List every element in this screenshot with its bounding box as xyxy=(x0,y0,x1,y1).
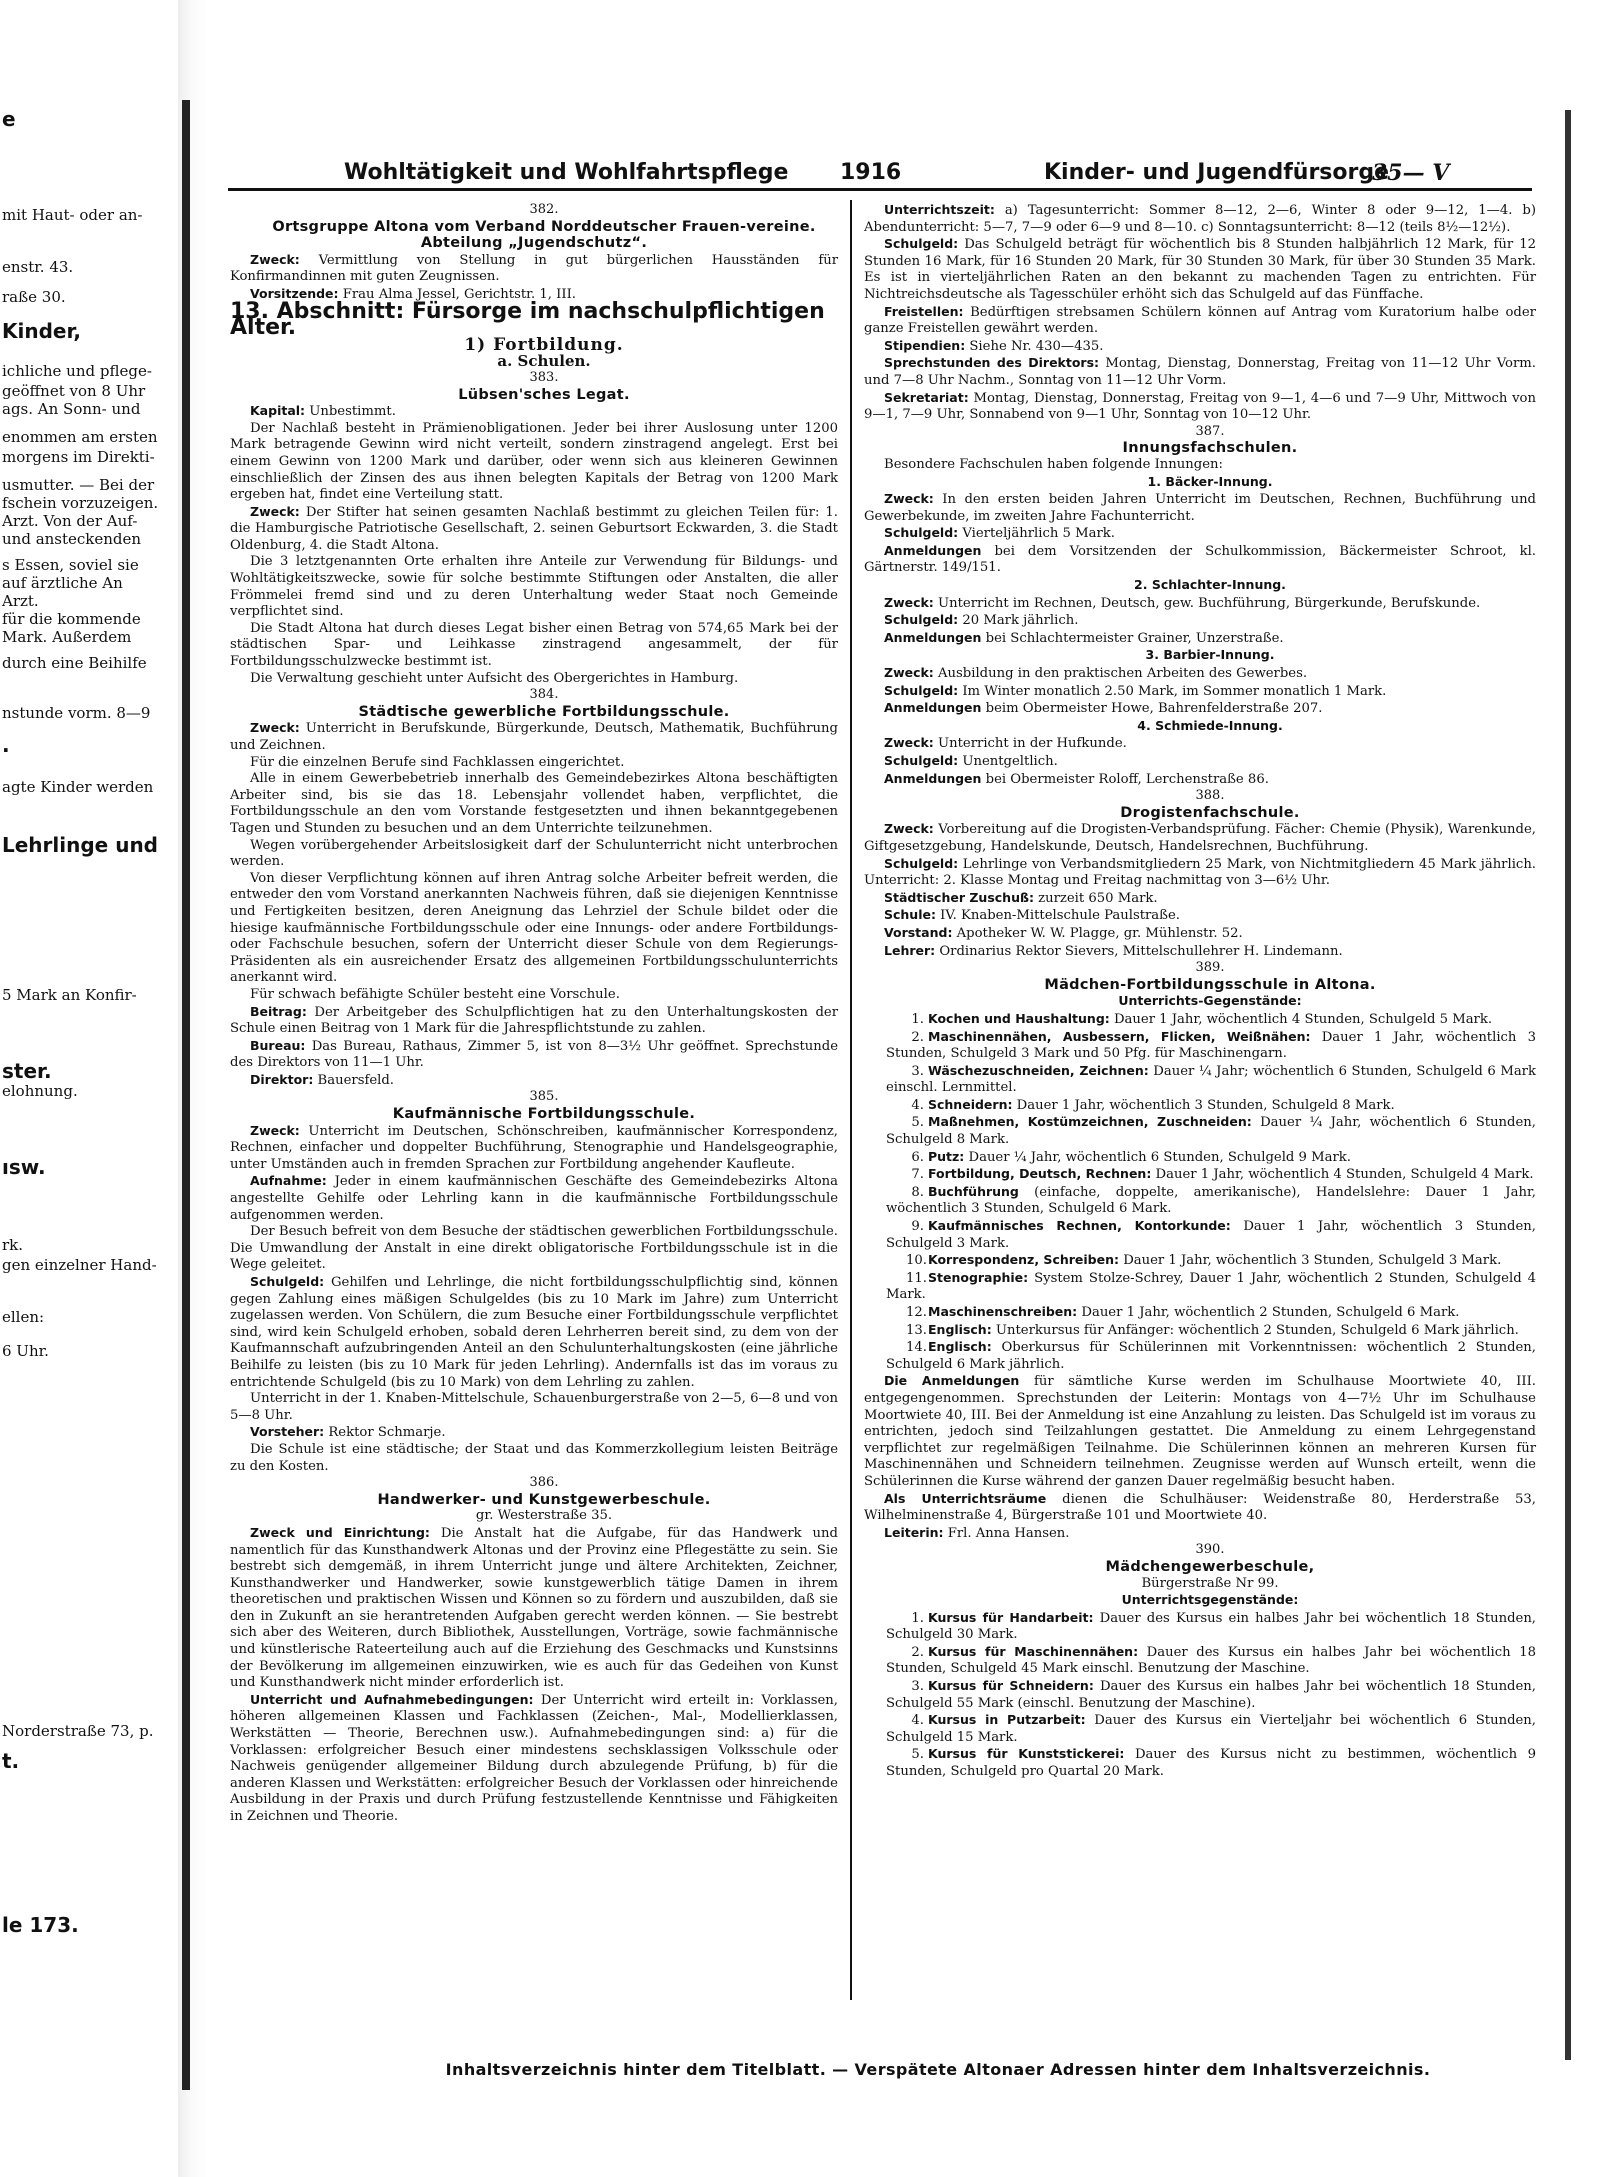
left-page-text: le 173. xyxy=(2,1913,79,1937)
item-text: Dauer 1 Jahr, wöchentlich 2 Stunden, Schulgeld 6 Mark. xyxy=(1077,1305,1460,1320)
field-text: Rektor Schmarje. xyxy=(324,1425,446,1441)
field-label: Zweck: xyxy=(250,251,300,267)
course-item xyxy=(864,1149,1536,1167)
paragraph: Die Verwaltung geschieht unter Aufsicht des Obergerichtes in Hamburg. xyxy=(250,670,739,686)
course-item xyxy=(864,1304,1536,1322)
field-label: Zweck: xyxy=(250,503,300,519)
field-label: Schulgeld: xyxy=(250,1274,325,1289)
item-text: Dauer 1 Jahr, wöchentlich 4 Stunden, Schulgeld 4 Mark. xyxy=(1151,1167,1534,1183)
item-number: 12. xyxy=(906,1305,927,1320)
subheading-text: Unterrichtsgegenstände: xyxy=(1121,1592,1299,1608)
item-label: Kochen und Haushaltung: xyxy=(928,1010,1110,1026)
left-page-text: morgens im Direkti- xyxy=(2,448,155,466)
field-text: Unterricht im Deutschen, Schönschreiben, kaufmännischer Korrespondenz, Rechnen, einfacher und doppelter Buchführung, Stenographie und Handelsgeographie, unter Umständen auch in fremden Sprachen zur Fortbildung angehender Kaufleute. xyxy=(230,1123,838,1172)
entry-number: 385. xyxy=(529,1089,559,1105)
item-text: System Stolze-Schrey, Dauer 1 Jahr, wöchentlich 2 Stunden, Schulgeld 4 Mark. xyxy=(886,1270,1536,1303)
field-text: Die Anstalt hat die Aufgabe, für das Handwerk und namentlich für das Kunsthandwerk Altonas und der Provinz eine Pflegestätte zu sein. Sie bestrebt sich demgemäß, in ihrem Unterricht junge und ältere Architekten, Zeichner, Kunsthandwerker und Handwerker, sowie kunstgewerblich tätige Damen in ihrem theoretischen und praktischen Wissen und Können so zu fördern und auszubilden, daß sie den in Zukunft an sie herantretenden Aufgaben gerecht werden können. — Sie bestrebt sich aber des Weiteren, durch Bibliothek, Ausstellungen, Vorträge, sowie fachmännische und künstlerische Rateerteilung auch auf die Erziehung des Geschmacks und Kunstsinns der Bevölkerung im allgemeinen einzuwirken, wie es auch für das Gedeihen von Kunst und Kunsthandwerk nicht minder erforderlich ist. xyxy=(230,1525,838,1691)
field-text: Frl. Anna Hansen. xyxy=(943,1525,1070,1541)
left-page-text: ster. xyxy=(2,1059,52,1083)
item-number: 7. xyxy=(911,1167,924,1183)
item-text: Dauer des Kursus ein halbes Jahr bei wöchentlich 18 Stunden, Schulgeld 30 Mark. xyxy=(886,1610,1536,1643)
item-text: (einfache, doppelte, amerikanische), Handelslehre: Dauer 1 Jahr, wöchentlich 3 Stunden, Schulgeld 6 Mark. xyxy=(886,1184,1536,1217)
field-label: Vorsitzende: xyxy=(250,285,339,301)
entry-address: Bürgerstraße Nr 99. xyxy=(1141,1575,1279,1591)
footer-note: Inhaltsverzeichnis hinter dem Titelblatt. — Verspätete Altonaer Adressen hinter dem Inhaltsverzeichnis. xyxy=(445,2060,1431,2079)
left-page-text: und ansteckenden xyxy=(2,530,142,548)
left-page-text: usmutter. — Bei der xyxy=(2,476,155,494)
item-text: Dauer 1 Jahr, wöchentlich 4 Stunden, Schulgeld 5 Mark. xyxy=(1109,1011,1493,1027)
field-text: Gehilfen und Lehrlinge, die nicht fortbildungsschulpflichtig sind, können gegen Zahlung eines mäßigen Schulgeldes (bis zu 10 Mark im Jahre) zum Unterricht zugelassen werden. Von Schülern, die zum Besuche einer Fortbildungsschule verpflichtet sind, wird kein Schulgeld erhoben, sobald deren Lehrherren bereit sind, zu dem von der Kaufmannschaft aufzubringenden Anteil an den Schulunterhaltungskosten (eine jährliche Beihilfe zu leisten (bis zu 10 Mark für jeden Lehrling). Andernfalls ist das im voraus zu entrichtende Schulgeld (bis zu 10 Mark) von dem Lehrling zu zahlen. xyxy=(230,1275,838,1390)
entry-number: 386. xyxy=(529,1475,559,1491)
item-number: 9. xyxy=(911,1219,924,1235)
subheading xyxy=(864,993,1536,1011)
left-page-text: Mark. Außerdem xyxy=(2,628,132,646)
item-number: 6. xyxy=(911,1149,924,1165)
field-text: für sämtliche Kurse werden im Schulhause Moortwiete 40, III. entgegengenommen. Sprechstunden der Leiterin: Montags von 4—7½ Uhr im Schulhause Moortwiete 40, III. Bei der Anmeldung ist eine Anzahlung zu leisten. Das Schulgeld ist im voraus zu entrichten, jedoch sind Teilzahlungen gestattet. Die Anmeldung zu einem Lehrgegenstand verpflichtet zur regelmäßigen Teilnahme. Die Schülerinnen können an mehreren Kursen für Maschinennähen und Schneidern teilnehmen. Zeugnisse werden auf Wunsch erteilt, wenn die Schülerinnen die Kurse während der ganzen Dauer regelmäßig besucht haben. xyxy=(864,1374,1536,1489)
field-label: Als Unterrichtsräume xyxy=(884,1490,1047,1506)
item-number: 5. xyxy=(911,1115,924,1131)
paragraph: Die Schule ist eine städtische; der Staat und das Kommerzkollegium leisten Beiträge zu den Kosten. xyxy=(230,1441,838,1474)
field-text: Unterricht im Rechnen, Deutsch, gew. Buchführung, Bürgerkunde, Berufskunde. xyxy=(933,595,1481,611)
field-label: Schule: xyxy=(884,907,936,923)
entry-heading: Mädchen-Fortbildungsschule in Altona. xyxy=(1044,976,1376,993)
entry-heading: Drogistenfachschule. xyxy=(1120,804,1300,821)
field-label: Anmeldungen xyxy=(884,629,982,645)
field-text: In den ersten beiden Jahren Unterricht im Deutschen, Rechnen, Buchführung und Gewerbekunde, im zweiten Jahre Fachunterricht. xyxy=(864,492,1536,524)
field-label: Beitrag: xyxy=(250,1003,307,1019)
field-label: Vorsteher: xyxy=(250,1424,325,1440)
field-label: Vorstand: xyxy=(884,924,953,940)
field-text: Ausbildung in den praktischen Arbeiten des Gewerbes. xyxy=(933,666,1308,682)
course-item xyxy=(864,1678,1536,1712)
field-label: Anmeldungen xyxy=(884,700,982,716)
field-label: Schulgeld: xyxy=(884,612,959,628)
entry-heading: Ortsgruppe Altona vom Verband Norddeutscher Frauen-vereine. Abteilung „Jugendschutz“. xyxy=(272,218,816,252)
item-number: 5. xyxy=(911,1747,924,1763)
course-item xyxy=(864,1184,1536,1218)
page-gutter xyxy=(182,100,190,2090)
entry-number: 384. xyxy=(529,687,559,703)
left-column xyxy=(230,202,838,1826)
left-page-text: rk. xyxy=(2,1236,24,1254)
field-text: Unbestimmt. xyxy=(305,404,396,420)
field-label: Sekretariat: xyxy=(884,389,969,405)
subheading-text: 4. Schmiede-Innung. xyxy=(1137,717,1283,733)
left-page-text: enstr. 43. xyxy=(2,258,74,276)
paragraph: Die 3 letztgenannten Orte erhalten ihre Anteile zur Verwendung für Bildungs- und Wohltätigkeitszwecke, sowie für solche bestimmte Stiftungen oder Anstalten, die aller Frömmelei fremd sind und zu deren Unterhaltung weder Staat noch Gemeinde verpflichtet sind. xyxy=(230,554,838,620)
course-item xyxy=(864,1610,1536,1644)
paragraph: Die Stadt Altona hat durch dieses Legat bisher einen Betrag von 574,65 Mark bei der städtischen Spar- und Leihkasse zinstragend angesammelt, der für Fortbildungsschulzwecke bestimmt ist. xyxy=(230,620,838,670)
item-text: Dauer ¼ Jahr, wöchentlich 6 Stunden, Schulgeld 8 Mark. xyxy=(886,1115,1536,1148)
course-item xyxy=(864,1029,1536,1063)
field-label: Freistellen: xyxy=(884,303,964,319)
field-text: Montag, Dienstag, Donnerstag, Freitag von 9—1, 4—6 und 7—9 Uhr, Mittwoch von 9—1, 7—9 Uhr, Sonnabend von 9—1 Uhr, Sonntag von 10—12 Uhr. xyxy=(864,390,1536,423)
left-page-text: durch eine Beihilfe xyxy=(2,654,147,672)
left-page-text: Lehrlinge und xyxy=(2,833,158,857)
field-label: Zweck: xyxy=(250,720,300,736)
item-text: Oberkursus für Schülerinnen mit Vorkenntnissen: wöchentlich 2 Stunden, Schulgeld 6 Mark jährlich. xyxy=(886,1340,1536,1372)
field-text: IV. Knaben-Mittelschule Paulstraße. xyxy=(935,908,1180,924)
left-page-text: nstunde vorm. 8—9 xyxy=(2,704,151,722)
course-item xyxy=(864,1644,1536,1678)
left-page-text: gen einzelner Hand- xyxy=(2,1256,157,1274)
field-label: Die Anmeldungen xyxy=(884,1373,1020,1389)
item-label: Kursus für Schneidern: xyxy=(928,1678,1094,1694)
entry-heading: Innungsfachschulen. xyxy=(1122,440,1298,457)
field-text: beim Obermeister Howe, Bahrenfelderstraße 207. xyxy=(981,701,1323,717)
subsection-heading: 1) Fortbildung. xyxy=(464,334,624,355)
field-text: Vorbereitung auf die Drogisten-Verbandsprüfung. Fächer: Chemie (Physik), Warenkunde, Giftgesetzgebung, Handelskunde, Deutsch, Handelsrechnen, Buchführung. xyxy=(864,822,1536,854)
course-item xyxy=(864,1218,1536,1252)
field-text: Montag, Dienstag, Donnerstag, Freitag von 11—12 Uhr Vorm. und 7—8 Uhr Nachm., Sonntag von 11—12 Uhr Vorm. xyxy=(864,356,1536,388)
field-label: Unterricht und Aufnahmebedingungen: xyxy=(250,1691,534,1707)
field-text: Im Winter monatlich 2.50 Mark, im Sommer monatlich 1 Mark. xyxy=(958,683,1387,699)
course-item xyxy=(864,1063,1536,1097)
entry-heading: Städtische gewerbliche Fortbildungsschule. xyxy=(358,703,730,720)
header-year: 1916 xyxy=(840,160,902,185)
item-text: Dauer 1 Jahr, wöchentlich 3 Stunden, Schulgeld 8 Mark. xyxy=(1012,1097,1395,1113)
course-item xyxy=(864,1712,1536,1746)
field-text: Unterricht in der Hufkunde. xyxy=(933,736,1127,752)
field-label: Sprechstunden des Direktors: xyxy=(884,355,1100,371)
item-label: Buchführung xyxy=(928,1183,1019,1199)
item-number: 4. xyxy=(911,1097,924,1113)
item-number: 1. xyxy=(911,1011,924,1027)
paragraph: Besondere Fachschulen haben folgende Innungen: xyxy=(884,456,1223,472)
item-text: Dauer 1 Jahr, wöchentlich 3 Stunden, Schulgeld 3 Mark. xyxy=(886,1219,1536,1251)
left-page-text: ichliche und pflege- xyxy=(2,362,152,380)
field-label: Anmeldungen xyxy=(884,770,982,786)
course-item xyxy=(864,1252,1536,1270)
item-label: Putz: xyxy=(928,1148,965,1164)
left-page-text: s Essen, soviel sie xyxy=(2,556,139,574)
field-text: bei Obermeister Roloff, Lerchenstraße 86. xyxy=(981,771,1269,787)
paragraph: Der Nachlaß besteht in Prämienobligationen. Jeder bei ihrer Auslosung unter 1200 Mark betragende Gewinn wird nicht verteilt, sondern zinstragend angelegt. Erst bei einem Gewinn von 1200 Mark und darüber, oder wenn sich aus kleineren Gewinnen einschließlich der Zinsen des aus ihnen belegten Kapitals der Betrag von 1200 Mark ergeben hat, findet eine Verteilung statt. xyxy=(230,420,838,503)
left-page-text: 5 Mark an Konfir- xyxy=(2,986,137,1004)
item-number: 3. xyxy=(911,1679,924,1695)
field-text: Der Unterricht wird erteilt in: Vorklassen, höheren allgemeinen Klassen und Fachklassen (Zeichen-, Mal-, Modellierklassen, Werkstätten — Theorie, Berechnen usw.). Aufnahmebedingungen sind: a) für die Vorklassen: erfolgreicher Besuch einer mindestens sechsklassigen Volksschule oder Nachweis genügender allgemeiner Bildung durch abzulegende Prüfung, b) für die anderen Klassen und Werkstätten: erfolgreicher Besuch der Vorklassen oder hinreichende Ausbildung in der Praxis und durch Prüfung festzustellende Kenntnisse und Fähigkeiten in Zeichnen und Theorie. xyxy=(230,1692,838,1824)
entry-number: 383. xyxy=(529,369,559,385)
entry-number: 388. xyxy=(1195,788,1225,804)
left-page-text: ısw. xyxy=(2,1155,46,1179)
field-text: Der Arbeitgeber des Schulpflichtigen hat zu den Unterhaltungskosten der Schule einen Beitrag von 1 Mark für die Jahrespflichtstunde zu zahlen. xyxy=(230,1004,838,1037)
item-label: Englisch: xyxy=(928,1321,992,1337)
item-text: Dauer 1 Jahr, wöchentlich 3 Stunden, Schulgeld 3 Mark. xyxy=(1119,1253,1502,1269)
entry-number: 390. xyxy=(1195,1542,1225,1558)
field-text: Der Stifter hat seinen gesamten Nachlaß bestimmt zu gleichen Teilen für: 1. die Hamburgische Patriotische Gesellschaft, 2. seinen Geburtsort Eckwarden, 3. die Stadt Oldenburg, 4. die Stadt Altona. xyxy=(230,504,838,553)
item-number: 1. xyxy=(911,1610,924,1626)
left-page-text: . xyxy=(2,733,10,757)
field-label: Bureau: xyxy=(250,1037,306,1053)
item-label: Korrespondenz, Schreiben: xyxy=(928,1252,1119,1268)
field-text: bei Schlachtermeister Grainer, Unzerstraße. xyxy=(981,630,1284,646)
subheading xyxy=(864,718,1536,736)
course-item xyxy=(864,1746,1536,1780)
entry-number: 387. xyxy=(1195,423,1225,439)
course-item xyxy=(864,1339,1536,1373)
item-number: 2. xyxy=(911,1644,924,1660)
left-page-text: ellen: xyxy=(2,1308,45,1326)
item-label: Schneidern: xyxy=(928,1096,1013,1112)
left-page-text: Arzt. xyxy=(2,592,39,610)
left-page-text: ags. An Sonn- und xyxy=(2,400,141,418)
field-text: Apotheker W. W. Plagge, gr. Mühlenstr. 52. xyxy=(952,925,1243,941)
page xyxy=(200,140,1560,2079)
item-number: 13. xyxy=(906,1322,927,1338)
right-column xyxy=(864,202,1536,1781)
field-label: Zweck: xyxy=(250,1122,300,1138)
item-label: Maschinennähen, Ausbessern, Flicken, Weißnähen: xyxy=(928,1028,1311,1044)
item-text: Dauer des Kursus ein halbes Jahr bei wöchentlich 18 Stunden, Schulgeld 45 Mark einschl. Benutzung der Maschine. xyxy=(886,1644,1536,1677)
field-text: Vermittlung von Stellung in gut bürgerlichen Hausständen für Konfirmandinnen mit guten Zeugnissen. xyxy=(230,252,838,285)
field-text: Lehrlinge von Verbandsmitgliedern 25 Mark, von Nichtmitgliedern 45 Mark jährlich. Unterricht: 2. Klasse Montag und Freitag nachmittag von 3—6½ Uhr. xyxy=(864,856,1536,889)
field-label: Zweck: xyxy=(884,594,934,610)
subsection-heading: a. Schulen. xyxy=(497,352,591,371)
field-text: Das Schulgeld beträgt für wöchentlich bis 8 Stunden halbjährlich 12 Mark, für 12 Stunden 16 Mark, für 16 Stunden 20 Mark, für 30 Stunden 30 Mark, für über 30 Stunden 35 Mark. Es ist in vierteljährlichen Raten an den bekannt zu machenden Tagen zu entrichten. Für Nichtreichsdeutsche als Tagesschüler erhöht sich das Schulgeld auf das Fünffache. xyxy=(864,237,1536,302)
item-text: Dauer ¼ Jahr, wöchentlich 6 Stunden, Schulgeld 9 Mark. xyxy=(964,1149,1351,1165)
left-page-text: für die kommende xyxy=(2,610,141,628)
left-page-text: enommen am ersten xyxy=(2,428,158,446)
field-text: Unterricht in Berufskunde, Bürgerkunde, Deutsch, Mathematik, Buchführung und Zeichnen. xyxy=(230,721,838,753)
subheading-text: 1. Bäcker-Innung. xyxy=(1147,473,1273,489)
item-label: Stenographie: xyxy=(928,1269,1029,1285)
subheading xyxy=(864,577,1536,595)
course-item xyxy=(864,1270,1536,1304)
item-number: 14. xyxy=(906,1340,927,1356)
course-item xyxy=(864,1322,1536,1340)
course-list xyxy=(864,1011,1536,1373)
item-label: Wäschezuschneiden, Zeichnen: xyxy=(928,1062,1149,1078)
left-page-text: Kinder, xyxy=(2,319,81,343)
item-label: Fortbildung, Deutsch, Rechnen: xyxy=(928,1166,1152,1182)
header-left-title: Wohltätigkeit und Wohlfahrtspflege xyxy=(344,160,789,185)
page-number: 35— V xyxy=(1372,160,1450,186)
left-page-text: auf ärztliche An xyxy=(2,574,123,592)
subheading-text: 2. Schlachter-Innung. xyxy=(1134,577,1286,593)
left-page-fragment xyxy=(0,110,178,2070)
field-text: Jeder in einem kaufmännischen Geschäfte des Gemeindebezirks Altona angestellte Gehilfe oder Lehrling kann in die kaufmännische Fortbildungsschule aufgenommen werden. xyxy=(230,1174,838,1223)
item-text: Dauer 1 Jahr, wöchentlich 3 Stunden, Schulgeld 3 Mark und 50 Pfg. für Maschinengarn. xyxy=(886,1029,1537,1062)
subheading-text: Unterrichts-Gegenstände: xyxy=(1118,993,1302,1009)
paragraph: Für schwach befähigte Schüler besteht eine Vorschule. xyxy=(250,986,620,1002)
field-text: zurzeit 650 Mark. xyxy=(1033,890,1158,906)
field-label: Schulgeld: xyxy=(884,525,959,541)
field-label: Schulgeld: xyxy=(884,682,959,698)
field-text: Ordinarius Rektor Sievers, Mittelschullehrer H. Lindemann. xyxy=(935,943,1343,959)
field-label: Unterrichtszeit: xyxy=(884,202,995,217)
left-page-text: t. xyxy=(2,1749,20,1773)
left-page-text: e xyxy=(2,110,16,131)
paragraph: Alle in einem Gewerbebetrieb innerhalb des Gemeindebezirkes Altona beschäftigten Arbeiter sind, bis sie das 18. Lebensjahr vollendet haben, verpflichtet, die Fortbildungsschule an den vom Vorstande festgesetzten und ihnen bekanntgegebenen Tagen und Stunden zu besuchen und an dem Unterrichte teilzunehmen. xyxy=(230,771,838,836)
field-text: a) Tagesunterricht: Sommer 8—12, 2—6, Winter 8 oder 9—12, 1—4. b) Abendunterricht: 5—7, 7—9 oder 6—9 und 8—10. c) Sonntagsunterricht: 8—12 (teils 8½—12½). xyxy=(864,203,1536,235)
field-label: Lehrer: xyxy=(884,942,936,958)
field-label: Anmeldungen xyxy=(884,542,982,558)
field-label: Städtischer Zuschuß: xyxy=(884,889,1034,905)
left-page-text: fschein vorzuzeigen. xyxy=(2,494,159,512)
paragraph: Wegen vorübergehender Arbeitslosigkeit darf der Schulunterricht nicht unterbrochen werden. xyxy=(230,837,838,870)
course-item xyxy=(864,1011,1536,1029)
field-text: Unentgeltlich. xyxy=(958,754,1058,769)
column-rule xyxy=(850,200,852,2000)
paragraph: Unterricht in der 1. Knaben-Mittelschule, Schauenburgerstraße von 2—5, 6—8 und von 5—8 Uhr. xyxy=(230,1391,838,1423)
item-label: Kursus für Maschinennähen: xyxy=(928,1643,1139,1659)
field-label: Schulgeld: xyxy=(884,236,959,252)
field-text: dienen die Schulhäuser: Weidenstraße 80, Herderstraße 53, Wilhelminenstraße 4, Bürgerstraße 101 und Moortwiete 40. xyxy=(864,1491,1536,1524)
field-text: Das Bureau, Rathaus, Zimmer 5, ist von 8—3½ Uhr geöffnet. Sprechstunde des Direktors von 11—1 Uhr. xyxy=(230,1038,838,1071)
field-label: Aufnahme: xyxy=(250,1173,327,1189)
field-text: Vierteljährlich 5 Mark. xyxy=(958,526,1115,542)
field-label: Zweck: xyxy=(884,491,934,507)
left-page-text: mit Haut- oder an- xyxy=(2,206,143,224)
item-text: Dauer des Kursus nicht zu bestimmen, wöchentlich 9 Stunden, Schulgeld pro Quartal 20 Mark. xyxy=(886,1747,1536,1780)
item-number: 8. xyxy=(911,1184,924,1200)
course-item xyxy=(864,1114,1536,1148)
course-list xyxy=(864,1610,1536,1781)
paragraph: Für die einzelnen Berufe sind Fachklassen eingerichtet. xyxy=(250,754,625,770)
entry-heading: Kaufmännische Fortbildungsschule. xyxy=(392,1106,696,1123)
entry-heading: Mädchengewerbeschule, xyxy=(1105,1558,1315,1575)
subheading xyxy=(864,474,1536,492)
field-label: Zweck: xyxy=(884,821,934,837)
item-label: Kursus für Kunststickerei: xyxy=(928,1746,1125,1762)
item-text: Unterkursus für Anfänger: wöchentlich 2 Stunden, Schulgeld 6 Mark jährlich. xyxy=(991,1322,1519,1338)
section-heading: 13. Abschnitt: Fürsorge im nachschulpflichtigen Alter. xyxy=(230,298,825,341)
course-item xyxy=(864,1097,1536,1115)
subheading xyxy=(864,1592,1536,1610)
field-text: Siehe Nr. 430—435. xyxy=(965,338,1104,354)
item-number: 4. xyxy=(911,1713,924,1729)
entry-heading: Handwerker- und Kunstgewerbeschule. xyxy=(377,1491,711,1508)
paragraph: Von dieser Verpflichtung können auf ihren Antrag solche Arbeiter befreit werden, die entweder den vom Vorstand anerkannten Nachweis führen, daß sie diejenigen Kenntnisse und Fertigkeiten besitzen, deren Aneignung das Lehrziel der Schule bildet oder die hiesige kaufmännische Fortbildungsschule oder eine Innungs- oder andere Fortbildungs- oder Fachschule besuchen, sofern der Unterricht dieser Schule von dem Regierungs-Präsidenten als ein ausreichender Ersatz des allgemeinen Fortbildungsschulunterrichts anerkannt wird. xyxy=(230,870,838,986)
entry-number: 382. xyxy=(529,202,559,217)
item-number: 2. xyxy=(911,1029,924,1045)
item-text: Dauer ¼ Jahr; wöchentlich 6 Stunden, Schulgeld 6 Mark einschl. Lernmittel. xyxy=(886,1063,1536,1096)
item-number: 10. xyxy=(906,1253,927,1269)
page-edge xyxy=(1565,110,1571,2060)
field-label: Zweck: xyxy=(884,735,934,751)
left-page-text: agte Kinder werden xyxy=(2,778,154,796)
header-right-title: Kinder- und Jugendfürsorge xyxy=(1044,160,1390,185)
left-page-text: geöffnet von 8 Uhr xyxy=(2,382,146,400)
left-page-text: Norderstraße 73, p. xyxy=(2,1722,154,1740)
field-text: bei dem Vorsitzenden der Schulkommission, Bäckermeister Schroot, kl. Gärtnerstr. 149/151. xyxy=(864,543,1536,576)
item-label: Kaufmännisches Rechnen, Kontorkunde: xyxy=(928,1218,1231,1234)
left-page-text: 6 Uhr. xyxy=(2,1342,49,1360)
item-number: 3. xyxy=(911,1063,924,1079)
left-page-text: raße 30. xyxy=(2,288,66,306)
field-label: Zweck und Einrichtung: xyxy=(250,1524,430,1540)
field-text: 20 Mark jährlich. xyxy=(958,613,1079,629)
header-rule xyxy=(228,188,1532,191)
field-text: Bedürftigen strebsamen Schülern können auf Antrag vom Kuratorium halbe oder ganze Freistellen gewährt werden. xyxy=(864,304,1536,337)
field-label: Stipendien: xyxy=(884,337,966,353)
entry-address: gr. Westerstraße 35. xyxy=(475,1508,613,1524)
field-label: Leiterin: xyxy=(884,1524,944,1540)
item-label: Maßnehmen, Kostümzeichnen, Zuschneiden: xyxy=(928,1114,1252,1130)
field-label: Kapital: xyxy=(250,403,306,419)
entry-heading: Lübsen'sches Legat. xyxy=(458,386,630,403)
field-label: Zweck: xyxy=(884,665,934,681)
item-label: Englisch: xyxy=(928,1339,992,1355)
item-label: Maschinenschreiben: xyxy=(928,1304,1078,1319)
course-item xyxy=(864,1166,1536,1184)
item-text: Dauer des Kursus ein Vierteljahr bei wöchentlich 6 Stunden, Schulgeld 15 Mark. xyxy=(886,1713,1536,1745)
field-label: Schulgeld: xyxy=(884,855,959,871)
field-label: Schulgeld: xyxy=(884,753,959,768)
field-label: Direktor: xyxy=(250,1071,314,1087)
field-text: Frau Alma Jessel, Gerichtstr. 1, III. xyxy=(338,286,576,302)
subheading xyxy=(864,647,1536,665)
subheading-text: 3. Barbier-Innung. xyxy=(1145,647,1275,663)
paragraph: Der Besuch befreit von dem Besuche der städtischen gewerblichen Fortbildungsschule. Die Umwandlung der Anstalt in eine direkt obligatorische Fortbildungsschule ist in die Wege geleitet. xyxy=(230,1224,838,1273)
item-text: Dauer des Kursus ein halbes Jahr bei wöchentlich 18 Stunden, Schulgeld 55 Mark (einschl. Benutzung der Maschine). xyxy=(886,1679,1536,1711)
left-page-text: Arzt. Von der Auf- xyxy=(2,512,138,530)
item-label: Kursus in Putzarbeit: xyxy=(928,1712,1086,1728)
left-page-text: elohnung. xyxy=(2,1082,78,1100)
field-text: Bauersfeld. xyxy=(313,1072,394,1088)
item-label: Kursus für Handarbeit: xyxy=(928,1609,1094,1625)
entry-number: 389. xyxy=(1195,960,1225,976)
item-number: 11. xyxy=(906,1270,927,1286)
